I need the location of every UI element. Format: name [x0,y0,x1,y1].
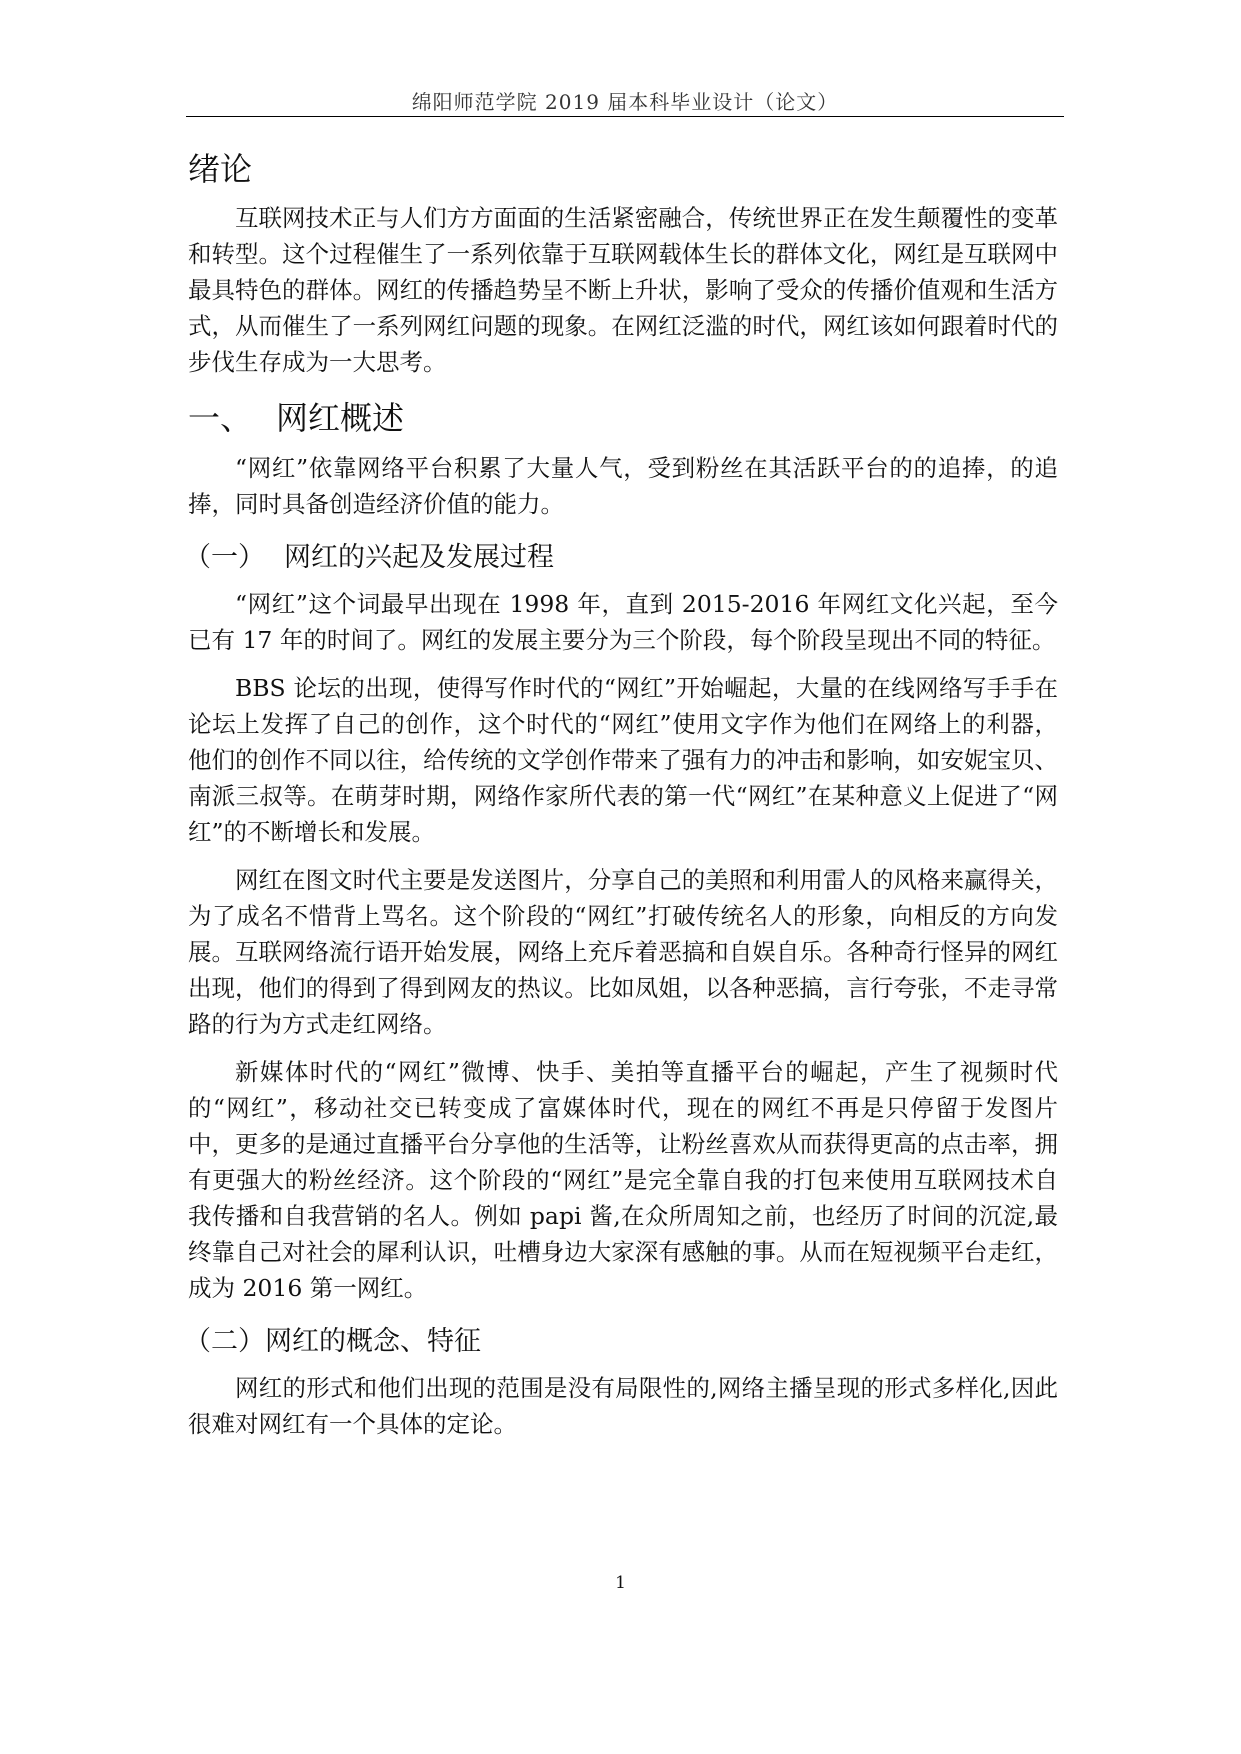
section2-paragraph: 网红的形式和他们出现的范围是没有局限性的,网络主播呈现的形式多样化,因此很难对网红有一个具体的定论。 [188,1374,1058,1438]
section-number-1: （一） [184,542,265,573]
chapter-title: 网红概述 [276,399,405,437]
page-number: 1 [615,1573,626,1593]
section1-paragraph-2: BBS 论坛的出现，使得写作时代的“网红”开始崛起，大量的在线网络写手手在论坛上发挥了自己的创作，这个时代的“网红”使用文字作为他们在网络上的利器，他们的创作不同以往，给传统的文学创作带来了强有力的冲击和影响，如安妮宝贝、南派三叔等。在萌芽时期，网络作家所代表的第一代“网红”在某种意义上促进了“网红”的不断增长和发展。 [188,674,1058,846]
header-rule [186,116,1064,117]
running-header: 绵阳师范学院 2019 届本科毕业设计（论文） [411,90,839,114]
section1-paragraph-4: 新媒体时代的“网红”微博、快手、美拍等直播平台的崛起，产生了视频时代的“网红”，移动社交已转变成了富媒体时代，现在的网红不再是只停留于发图片中，更多的是通过直播平台分享他的生活等，让粉丝喜欢从而获得更高的点击率，拥有更强大的粉丝经济。这个阶段的“网红”是完全靠自我的打包来使用互联网技术自我传播和自我营销的名人。例如 papi 酱,在众所周知之前，也经历了时间的沉淀,最终靠自己对社会的犀利认识，吐槽身边大家深有感触的事。从而在短视频平台走红，成为 2016 第一网红。 [188,1058,1058,1302]
chapter-paragraph: “网红”依靠网络平台积累了大量人气，受到粉丝在其活跃平台的的追捧，的追捧，同时具备创造经济价值的能力。 [188,454,1058,518]
section-heading-1 [184,534,1058,582]
chapter-number: 一、 [188,399,253,437]
section-heading-2 [184,1318,1058,1366]
section1-paragraph-3: 网红在图文时代主要是发送图片，分享自己的美照和利用雷人的风格来赢得关，为了成名不惜背上骂名。这个阶段的“网红”打破传统名人的形象，向相反的方向发展。互联网络流行语开始发展，网络上充斥着恶搞和自娱自乐。各种奇行怪异的网红出现，他们的得到了得到网友的热议。比如凤姐，以各种恶搞，言行夸张，不走寻常路的行为方式走红网络。 [188,866,1058,1038]
section1-paragraph-1: “网红”这个词最早出现在 1998 年，直到 2015-2016 年网红文化兴起，至今已有 17 年的时间了。网红的发展主要分为三个阶段，每个阶段呈现出不同的特征。 [188,590,1058,654]
chapter-heading [188,392,1058,444]
section-number-2: （二） [184,1326,265,1357]
intro-heading: 绪论 [188,150,253,188]
section-title-2: 网红的概念、特征 [265,1326,481,1357]
page-body [184,146,1058,1454]
intro-paragraph: 互联网技术正与人们方方面面的生活紧密融合，传统世界正在发生颠覆性的变革和转型。这个过程催生了一系列依靠于互联网载体生长的群体文化，网红是互联网中最具特色的群体。网红的传播趋势呈不断上升状，影响了受众的传播价值观和生活方式，从而催生了一系列网红问题的现象。在网红泛滥的时代，网红该如何跟着时代的步伐生存成为一大思考。 [188,204,1058,376]
section-title-1: 网红的兴起及发展过程 [284,542,554,573]
